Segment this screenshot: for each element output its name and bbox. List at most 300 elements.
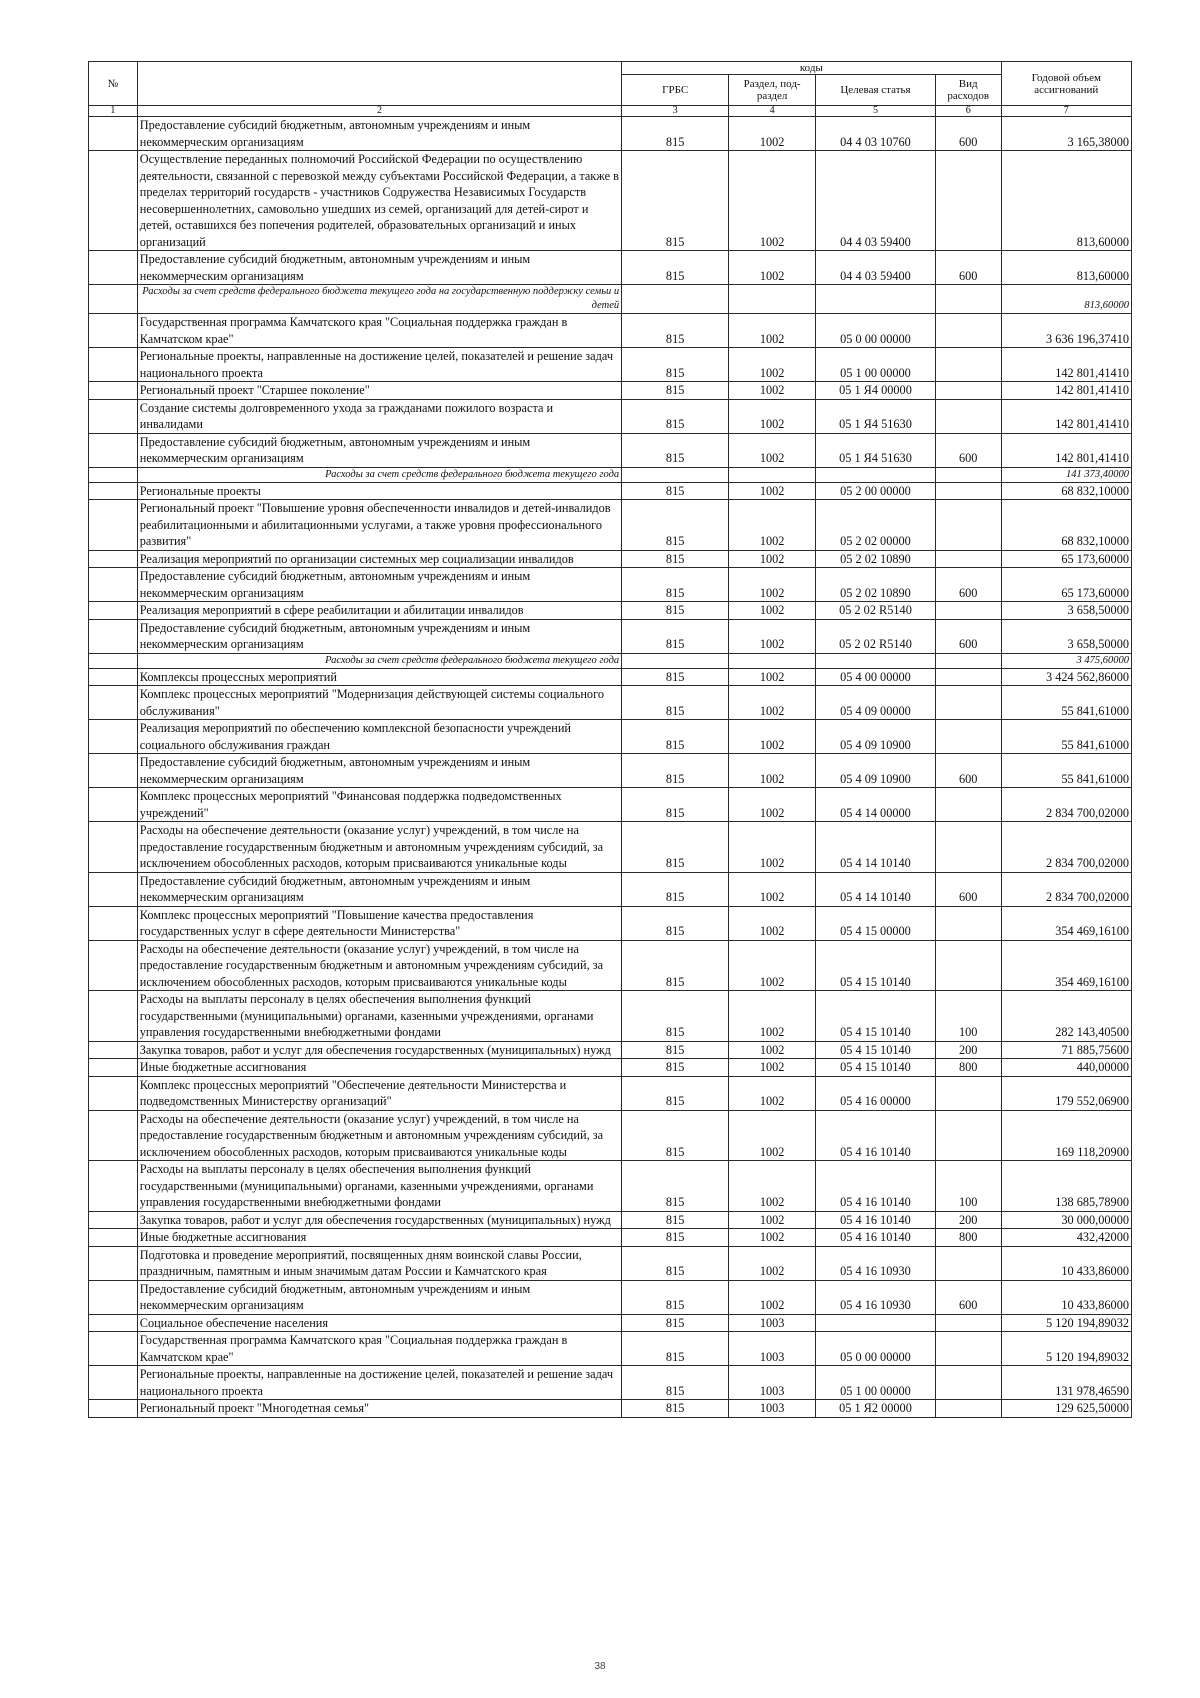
table-row xyxy=(89,754,1132,788)
grbs-code: 815 xyxy=(622,251,729,285)
target-article-code: 05 4 09 10900 xyxy=(816,754,936,788)
expense-type-code xyxy=(935,348,1001,382)
target-article-code: 05 0 00 00000 xyxy=(816,314,936,348)
section-code: 1002 xyxy=(729,1280,816,1314)
target-article-code: 05 2 02 10890 xyxy=(816,550,936,568)
table-row xyxy=(89,1211,1132,1229)
table-row xyxy=(89,1366,1132,1400)
expense-type-code: 600 xyxy=(935,117,1001,151)
annual-amount: 3 424 562,86000 xyxy=(1001,668,1131,686)
table-row xyxy=(89,1076,1132,1110)
row-number-cell xyxy=(89,1229,138,1247)
section-code: 1002 xyxy=(729,568,816,602)
row-name: Региональные проекты xyxy=(137,482,621,500)
annual-amount: 813,60000 xyxy=(1001,151,1131,251)
annual-amount: 813,60000 xyxy=(1001,285,1131,314)
annual-amount: 142 801,41410 xyxy=(1001,433,1131,467)
target-article-code: 05 4 16 10140 xyxy=(816,1229,936,1247)
annual-amount: 3 658,50000 xyxy=(1001,619,1131,653)
section-code: 1002 xyxy=(729,1110,816,1161)
expense-type-code: 600 xyxy=(935,433,1001,467)
header-expense-type: Вид расходов xyxy=(935,75,1001,106)
target-article-code: 04 4 03 59400 xyxy=(816,151,936,251)
note-row xyxy=(89,467,1132,482)
table-row xyxy=(89,117,1132,151)
target-article-code: 05 2 02 R5140 xyxy=(816,602,936,620)
expense-type-code: 600 xyxy=(935,619,1001,653)
row-number-cell xyxy=(89,940,138,991)
row-name: Комплексы процессных мероприятий xyxy=(137,668,621,686)
grbs-code: 815 xyxy=(622,602,729,620)
grbs-code: 815 xyxy=(622,1076,729,1110)
annual-amount: 68 832,10000 xyxy=(1001,482,1131,500)
target-article-code: 05 4 15 10140 xyxy=(816,1041,936,1059)
target-article-code: 05 4 16 10930 xyxy=(816,1246,936,1280)
expense-type-code: 800 xyxy=(935,1229,1001,1247)
grbs-code: 815 xyxy=(622,872,729,906)
row-number-cell xyxy=(89,822,138,873)
target-article-code: 05 4 16 10140 xyxy=(816,1110,936,1161)
row-name: Реализация мероприятий по обеспечению комплексной безопасности учреждений социального обслуживания граждан xyxy=(137,720,621,754)
table-row xyxy=(89,822,1132,873)
expense-type-code: 600 xyxy=(935,872,1001,906)
row-number-cell xyxy=(89,1161,138,1212)
row-name: Комплекс процессных мероприятий "Модернизация действующей системы социального обслуживания" xyxy=(137,686,621,720)
header-annual-volume: Годовой объем ассигнований xyxy=(1001,62,1131,106)
table-row xyxy=(89,602,1132,620)
row-number-cell xyxy=(89,720,138,754)
row-name: Государственная программа Камчатского края "Социальная поддержка граждан в Камчатском крае" xyxy=(137,314,621,348)
grbs-code: 815 xyxy=(622,940,729,991)
target-article-code: 05 1 Я4 00000 xyxy=(816,382,936,400)
expense-type-code xyxy=(935,822,1001,873)
section-code: 1002 xyxy=(729,550,816,568)
grbs-code: 815 xyxy=(622,1229,729,1247)
expense-type-code xyxy=(935,720,1001,754)
section-code xyxy=(729,467,816,482)
expense-type-code xyxy=(935,1400,1001,1418)
row-name: Реализация мероприятий по организации системных мер социализации инвалидов xyxy=(137,550,621,568)
target-article-code: 05 2 02 00000 xyxy=(816,500,936,551)
annual-amount: 65 173,60000 xyxy=(1001,568,1131,602)
table-row xyxy=(89,1161,1132,1212)
target-article-code: 05 0 00 00000 xyxy=(816,1332,936,1366)
table-row xyxy=(89,1229,1132,1247)
row-name: Иные бюджетные ассигнования xyxy=(137,1229,621,1247)
table-row xyxy=(89,1110,1132,1161)
row-number-cell xyxy=(89,788,138,822)
section-code: 1002 xyxy=(729,1229,816,1247)
table-row xyxy=(89,940,1132,991)
grbs-code: 815 xyxy=(622,433,729,467)
section-code: 1002 xyxy=(729,602,816,620)
annual-amount: 10 433,86000 xyxy=(1001,1280,1131,1314)
expense-type-code xyxy=(935,1314,1001,1332)
table-row xyxy=(89,500,1132,551)
section-code xyxy=(729,653,816,668)
section-code: 1002 xyxy=(729,686,816,720)
grbs-code: 815 xyxy=(622,151,729,251)
annual-amount: 432,42000 xyxy=(1001,1229,1131,1247)
target-article-code: 05 4 15 00000 xyxy=(816,906,936,940)
grbs-code: 815 xyxy=(622,1161,729,1212)
expense-type-code xyxy=(935,653,1001,668)
expense-type-code xyxy=(935,1246,1001,1280)
target-article-code: 05 4 14 10140 xyxy=(816,872,936,906)
grbs-code: 815 xyxy=(622,754,729,788)
section-code: 1002 xyxy=(729,872,816,906)
grbs-code xyxy=(622,467,729,482)
annual-amount: 68 832,10000 xyxy=(1001,500,1131,551)
row-number-cell xyxy=(89,1332,138,1366)
table-row xyxy=(89,788,1132,822)
row-name: Предоставление субсидий бюджетным, автономным учреждениям и иным некоммерческим организациям xyxy=(137,117,621,151)
table-row xyxy=(89,382,1132,400)
target-article-code: 05 1 00 00000 xyxy=(816,348,936,382)
column-number-row xyxy=(89,106,1132,117)
target-article-code: 05 4 16 10140 xyxy=(816,1161,936,1212)
grbs-code xyxy=(622,653,729,668)
row-number-cell xyxy=(89,467,138,482)
row-name: Расходы на обеспечение деятельности (оказание услуг) учреждений, в том числе на предоставление государственным бюджетным и автономным учреждениям субсидий, за исключением обособленных расходов, которым присваиваются уникальные коды xyxy=(137,1110,621,1161)
table-row xyxy=(89,991,1132,1042)
target-article-code: 05 4 15 10140 xyxy=(816,991,936,1042)
target-article-code: 05 4 15 10140 xyxy=(816,940,936,991)
annual-amount: 169 118,20900 xyxy=(1001,1110,1131,1161)
section-code: 1002 xyxy=(729,251,816,285)
row-number-cell xyxy=(89,991,138,1042)
row-number-cell xyxy=(89,1059,138,1077)
row-name: Региональный проект "Многодетная семья" xyxy=(137,1400,621,1418)
row-name: Региональные проекты, направленные на достижение целей, показателей и решение задач национального проекта xyxy=(137,1366,621,1400)
grbs-code: 815 xyxy=(622,1314,729,1332)
header-target-article: Целевая статья xyxy=(816,75,936,106)
section-code: 1002 xyxy=(729,1161,816,1212)
target-article-code: 05 4 16 10140 xyxy=(816,1211,936,1229)
table-row xyxy=(89,1280,1132,1314)
header-section: Раздел, под-раздел xyxy=(729,75,816,106)
section-code: 1003 xyxy=(729,1332,816,1366)
grbs-code: 815 xyxy=(622,399,729,433)
row-number-cell xyxy=(89,1400,138,1418)
row-number-cell xyxy=(89,550,138,568)
expense-type-code xyxy=(935,686,1001,720)
target-article-code: 05 4 14 10140 xyxy=(816,822,936,873)
row-name: Региональные проекты, направленные на достижение целей, показателей и решение задач национального проекта xyxy=(137,348,621,382)
section-code: 1003 xyxy=(729,1314,816,1332)
section-code: 1002 xyxy=(729,940,816,991)
row-name: Предоставление субсидий бюджетным, автономным учреждениям и иным некоммерческим организациям xyxy=(137,251,621,285)
row-number-cell xyxy=(89,482,138,500)
row-name: Комплекс процессных мероприятий "Повышение качества предоставления государственных услуг в сфере деятельности Министерства" xyxy=(137,906,621,940)
row-name: Расходы на выплаты персоналу в целях обеспечения выполнения функций государственными (муниципальными) органами, казенными учреждениями, органами управления государственными внебюджетными фондами xyxy=(137,1161,621,1212)
annual-amount: 179 552,06900 xyxy=(1001,1076,1131,1110)
section-code: 1002 xyxy=(729,1059,816,1077)
annual-amount: 10 433,86000 xyxy=(1001,1246,1131,1280)
section-code: 1002 xyxy=(729,619,816,653)
expense-type-code: 600 xyxy=(935,251,1001,285)
target-article-code xyxy=(816,467,936,482)
row-number-cell xyxy=(89,251,138,285)
grbs-code: 815 xyxy=(622,500,729,551)
annual-amount: 30 000,00000 xyxy=(1001,1211,1131,1229)
section-code: 1002 xyxy=(729,382,816,400)
row-number-cell xyxy=(89,1280,138,1314)
target-article-code: 05 2 00 00000 xyxy=(816,482,936,500)
target-article-code xyxy=(816,653,936,668)
expense-type-code xyxy=(935,1366,1001,1400)
section-code: 1002 xyxy=(729,1246,816,1280)
target-article-code: 05 4 16 00000 xyxy=(816,1076,936,1110)
note-row xyxy=(89,653,1132,668)
expense-type-code xyxy=(935,399,1001,433)
row-name: Расходы за счет средств федерального бюджета текущего года на государственную поддержку семьи и детей xyxy=(137,285,621,314)
annual-amount: 141 373,40000 xyxy=(1001,467,1131,482)
row-name: Предоставление субсидий бюджетным, автономным учреждениям и иным некоммерческим организациям xyxy=(137,754,621,788)
row-name: Подготовка и проведение мероприятий, посвященных дням воинской славы России, праздничным, памятным и иным значимым датам России и Камчатского края xyxy=(137,1246,621,1280)
row-name: Предоставление субсидий бюджетным, автономным учреждениям и иным некоммерческим организациям xyxy=(137,433,621,467)
table-row xyxy=(89,872,1132,906)
annual-amount: 131 978,46590 xyxy=(1001,1366,1131,1400)
row-name: Расходы на обеспечение деятельности (оказание услуг) учреждений, в том числе на предоставление государственным бюджетным и автономным учреждениям субсидий, за исключением обособленных расходов, которым присваиваются уникальные коды xyxy=(137,940,621,991)
section-code: 1002 xyxy=(729,906,816,940)
annual-amount: 3 658,50000 xyxy=(1001,602,1131,620)
section-code: 1002 xyxy=(729,1211,816,1229)
budget-table xyxy=(88,61,1132,1418)
annual-amount: 813,60000 xyxy=(1001,251,1131,285)
target-article-code: 05 4 00 00000 xyxy=(816,668,936,686)
section-code: 1002 xyxy=(729,500,816,551)
table-row xyxy=(89,568,1132,602)
row-name: Комплекс процессных мероприятий "Финансовая поддержка подведомственных учреждений" xyxy=(137,788,621,822)
annual-amount: 2 834 700,02000 xyxy=(1001,788,1131,822)
section-code: 1002 xyxy=(729,117,816,151)
row-number-cell xyxy=(89,117,138,151)
row-name: Предоставление субсидий бюджетным, автономным учреждениям и иным некоммерческим организациям xyxy=(137,1280,621,1314)
section-code: 1002 xyxy=(729,822,816,873)
section-code: 1002 xyxy=(729,1041,816,1059)
grbs-code: 815 xyxy=(622,906,729,940)
annual-amount: 142 801,41410 xyxy=(1001,382,1131,400)
grbs-code: 815 xyxy=(622,382,729,400)
grbs-code: 815 xyxy=(622,1366,729,1400)
grbs-code: 815 xyxy=(622,1059,729,1077)
column-number: 6 xyxy=(935,106,1001,117)
row-number-cell xyxy=(89,1314,138,1332)
expense-type-code xyxy=(935,550,1001,568)
target-article-code: 05 1 Я4 51630 xyxy=(816,433,936,467)
table-body xyxy=(89,117,1132,1418)
row-number-cell xyxy=(89,754,138,788)
target-article-code: 05 2 02 R5140 xyxy=(816,619,936,653)
row-number-cell xyxy=(89,1366,138,1400)
table-row xyxy=(89,1314,1132,1332)
row-number-cell xyxy=(89,348,138,382)
section-code: 1002 xyxy=(729,788,816,822)
section-code: 1002 xyxy=(729,720,816,754)
grbs-code: 815 xyxy=(622,686,729,720)
target-article-code: 05 4 14 00000 xyxy=(816,788,936,822)
annual-amount: 2 834 700,02000 xyxy=(1001,872,1131,906)
grbs-code: 815 xyxy=(622,1246,729,1280)
table-row xyxy=(89,433,1132,467)
table-header xyxy=(89,62,1132,117)
section-code: 1002 xyxy=(729,151,816,251)
target-article-code: 05 1 00 00000 xyxy=(816,1366,936,1400)
annual-amount: 3 636 196,37410 xyxy=(1001,314,1131,348)
row-name: Государственная программа Камчатского края "Социальная поддержка граждан в Камчатском крае" xyxy=(137,1332,621,1366)
target-article-code xyxy=(816,1314,936,1332)
row-name: Социальное обеспечение населения xyxy=(137,1314,621,1332)
grbs-code: 815 xyxy=(622,117,729,151)
section-code: 1002 xyxy=(729,399,816,433)
grbs-code xyxy=(622,285,729,314)
table-row xyxy=(89,619,1132,653)
annual-amount: 55 841,61000 xyxy=(1001,686,1131,720)
annual-amount: 55 841,61000 xyxy=(1001,720,1131,754)
table-row xyxy=(89,482,1132,500)
grbs-code: 815 xyxy=(622,1332,729,1366)
column-number: 3 xyxy=(622,106,729,117)
annual-amount: 71 885,75600 xyxy=(1001,1041,1131,1059)
table-row xyxy=(89,906,1132,940)
expense-type-code: 800 xyxy=(935,1059,1001,1077)
target-article-code: 04 4 03 59400 xyxy=(816,251,936,285)
grbs-code: 815 xyxy=(622,1041,729,1059)
target-article-code: 05 4 09 10900 xyxy=(816,720,936,754)
row-number-cell xyxy=(89,668,138,686)
target-article-code: 04 4 03 10760 xyxy=(816,117,936,151)
grbs-code: 815 xyxy=(622,550,729,568)
section-code: 1002 xyxy=(729,433,816,467)
expense-type-code xyxy=(935,1110,1001,1161)
column-number: 4 xyxy=(729,106,816,117)
table-row xyxy=(89,686,1132,720)
annual-amount: 5 120 194,89032 xyxy=(1001,1332,1131,1366)
row-number-cell xyxy=(89,382,138,400)
table-row xyxy=(89,1400,1132,1418)
expense-type-code: 600 xyxy=(935,754,1001,788)
expense-type-code: 100 xyxy=(935,991,1001,1042)
table-row xyxy=(89,251,1132,285)
page-number: 38 xyxy=(594,1661,606,1672)
row-number-cell xyxy=(89,1211,138,1229)
column-number: 5 xyxy=(816,106,936,117)
annual-amount: 129 625,50000 xyxy=(1001,1400,1131,1418)
annual-amount: 3 475,60000 xyxy=(1001,653,1131,668)
expense-type-code xyxy=(935,940,1001,991)
expense-type-code xyxy=(935,1332,1001,1366)
row-number-cell xyxy=(89,619,138,653)
annual-amount: 2 834 700,02000 xyxy=(1001,822,1131,873)
table-row xyxy=(89,399,1132,433)
grbs-code: 815 xyxy=(622,1211,729,1229)
column-number: 1 xyxy=(89,106,138,117)
row-name: Закупка товаров, работ и услуг для обеспечения государственных (муниципальных) нужд xyxy=(137,1041,621,1059)
row-name: Иные бюджетные ассигнования xyxy=(137,1059,621,1077)
row-name: Региональный проект "Старшее поколение" xyxy=(137,382,621,400)
section-code: 1003 xyxy=(729,1400,816,1418)
expense-type-code xyxy=(935,482,1001,500)
grbs-code: 815 xyxy=(622,1400,729,1418)
row-number-cell xyxy=(89,399,138,433)
annual-amount: 3 165,38000 xyxy=(1001,117,1131,151)
expense-type-code xyxy=(935,668,1001,686)
header-name xyxy=(137,62,621,106)
row-name: Предоставление субсидий бюджетным, автономным учреждениям и иным некоммерческим организациям xyxy=(137,872,621,906)
section-code: 1002 xyxy=(729,754,816,788)
section-code: 1002 xyxy=(729,991,816,1042)
grbs-code: 815 xyxy=(622,568,729,602)
table-row xyxy=(89,1059,1132,1077)
row-number-cell xyxy=(89,1076,138,1110)
annual-amount: 142 801,41410 xyxy=(1001,348,1131,382)
section-code xyxy=(729,285,816,314)
table-row xyxy=(89,348,1132,382)
row-number-cell xyxy=(89,568,138,602)
expense-type-code xyxy=(935,151,1001,251)
header-codes: коды xyxy=(622,62,1001,75)
row-number-cell xyxy=(89,602,138,620)
expense-type-code xyxy=(935,467,1001,482)
section-code: 1002 xyxy=(729,482,816,500)
row-name: Расходы на выплаты персоналу в целях обеспечения выполнения функций государственными (муниципальными) органами, казенными учреждениями, органами управления государственными внебюджетными фондами xyxy=(137,991,621,1042)
row-name: Расходы за счет средств федерального бюджета текущего года xyxy=(137,467,621,482)
table-row xyxy=(89,720,1132,754)
grbs-code: 815 xyxy=(622,788,729,822)
annual-amount: 282 143,40500 xyxy=(1001,991,1131,1042)
expense-type-code xyxy=(935,500,1001,551)
target-article-code xyxy=(816,285,936,314)
row-number-cell xyxy=(89,872,138,906)
section-code: 1002 xyxy=(729,314,816,348)
grbs-code: 815 xyxy=(622,991,729,1042)
expense-type-code xyxy=(935,906,1001,940)
target-article-code: 05 4 16 10930 xyxy=(816,1280,936,1314)
row-number-cell xyxy=(89,285,138,314)
expense-type-code: 600 xyxy=(935,1280,1001,1314)
expense-type-code xyxy=(935,382,1001,400)
annual-amount: 354 469,16100 xyxy=(1001,906,1131,940)
row-name: Расходы на обеспечение деятельности (оказание услуг) учреждений, в том числе на предоставление государственным бюджетным и автономным учреждениям субсидий, за исключением обособленных расходов, которым присваиваются уникальные коды xyxy=(137,822,621,873)
target-article-code: 05 1 Я4 51630 xyxy=(816,399,936,433)
row-name: Расходы за счет средств федерального бюджета текущего года xyxy=(137,653,621,668)
expense-type-code xyxy=(935,788,1001,822)
expense-type-code xyxy=(935,285,1001,314)
grbs-code: 815 xyxy=(622,348,729,382)
row-number-cell xyxy=(89,1041,138,1059)
annual-amount: 142 801,41410 xyxy=(1001,399,1131,433)
row-name: Закупка товаров, работ и услуг для обеспечения государственных (муниципальных) нужд xyxy=(137,1211,621,1229)
header-number: № xyxy=(89,62,138,106)
row-number-cell xyxy=(89,1110,138,1161)
annual-amount: 138 685,78900 xyxy=(1001,1161,1131,1212)
table-row xyxy=(89,1041,1132,1059)
row-number-cell xyxy=(89,314,138,348)
grbs-code: 815 xyxy=(622,1280,729,1314)
row-name: Осуществление переданных полномочий Российской Федерации по осуществлению деятельности, связанной с перевозкой между субъектами Российской Федерации, а также в пределах территорий государств - участников Содружества Независимых Государств несовершеннолетних, самовольно ушедших из семей, организаций для детей-сирот и детей, оставшихся без попечения родителей, образовательных организаций и иных организаций xyxy=(137,151,621,251)
row-name: Создание системы долговременного ухода за гражданами пожилого возраста и инвалидами xyxy=(137,399,621,433)
note-row xyxy=(89,285,1132,314)
grbs-code: 815 xyxy=(622,314,729,348)
row-number-cell xyxy=(89,686,138,720)
table-row xyxy=(89,1246,1132,1280)
table-row xyxy=(89,1332,1132,1366)
row-name: Реализация мероприятий в сфере реабилитации и абилитации инвалидов xyxy=(137,602,621,620)
row-name: Предоставление субсидий бюджетным, автономным учреждениям и иным некоммерческим организациям xyxy=(137,619,621,653)
annual-amount: 354 469,16100 xyxy=(1001,940,1131,991)
grbs-code: 815 xyxy=(622,720,729,754)
